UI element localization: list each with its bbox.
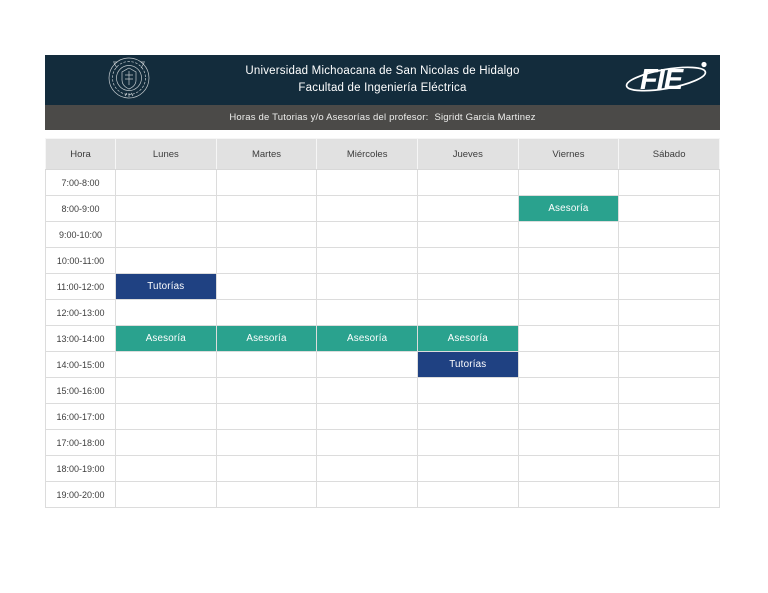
faculty-name: Facultad de Ingeniería Eléctrica [298,82,467,94]
event-block-asesoria: Asesoría [116,326,217,352]
schedule-cell [317,352,418,378]
table-row [46,274,720,300]
column-header-viernes: Viernes [518,139,619,170]
schedule-cell [317,274,418,300]
table-row [46,482,720,508]
university-name: Universidad Michoacana de San Nicolas de Hidalgo [245,65,520,78]
table-row [46,326,720,352]
time-cell: 17:00-18:00 [46,430,116,456]
schedule-cell [417,430,518,456]
svg-text:FIE: FIE [640,63,683,96]
schedule-cell [518,404,619,430]
table-row [46,404,720,430]
header-title [195,63,570,96]
schedule-cell [619,482,720,508]
schedule-cell [417,222,518,248]
schedule-cell [216,196,317,222]
fie-logo-wrap [570,58,720,103]
header-bar [45,55,720,105]
schedule-cell [317,248,418,274]
time-cell: 14:00-15:00 [46,352,116,378]
schedule-cell [619,274,720,300]
column-header-hora: Hora [46,139,116,170]
schedule-cell [518,482,619,508]
event-block-asesoria: Asesoría [518,196,619,222]
subtitle-label: Horas de Tutorias y/o Asesorías del profesor: [229,112,429,123]
schedule-cell [116,300,217,326]
schedule-cell [518,170,619,196]
table-row [46,170,720,196]
table-row [46,222,720,248]
time-cell: 16:00-17:00 [46,404,116,430]
schedule-cell [317,404,418,430]
schedule-table-wrap [45,138,720,508]
schedule-cell [216,274,317,300]
university-seal-wrap [45,55,195,106]
schedule-cell [317,222,418,248]
schedule-cell [417,378,518,404]
schedule-cell [619,456,720,482]
schedule-cell [619,404,720,430]
table-row [46,196,720,222]
event-block-tutorias: Tutorías [116,274,217,300]
table-row [46,378,720,404]
time-cell: 13:00-14:00 [46,326,116,352]
schedule-cell [116,378,217,404]
time-cell: 19:00-20:00 [46,482,116,508]
table-row [46,248,720,274]
schedule-cell [216,170,317,196]
time-cell: 15:00-16:00 [46,378,116,404]
table-row [46,352,720,378]
schedule-cell [417,482,518,508]
event-block-asesoria: Asesoría [417,326,518,352]
schedule-cell [518,326,619,352]
schedule-cell [518,430,619,456]
schedule-cell [619,326,720,352]
schedule-cell [116,430,217,456]
schedule-cell [317,170,418,196]
table-row [46,430,720,456]
schedule-cell [317,196,418,222]
schedule-cell [116,196,217,222]
schedule-body [46,170,720,508]
subtitle-bar [45,105,720,130]
schedule-cell [518,378,619,404]
schedule-cell [417,274,518,300]
schedule-cell [216,352,317,378]
schedule-cell [417,196,518,222]
schedule-cell [317,482,418,508]
schedule-cell [116,482,217,508]
schedule-cell [518,300,619,326]
fie-logo-icon [624,58,712,103]
time-cell: 8:00-9:00 [46,196,116,222]
schedule-cell [216,404,317,430]
schedule-cell [216,248,317,274]
column-header-jueves: Jueves [417,139,518,170]
time-cell: 12:00-13:00 [46,300,116,326]
schedule-cell [417,404,518,430]
schedule-cell [518,352,619,378]
time-cell: 9:00-10:00 [46,222,116,248]
schedule-table [45,138,720,508]
time-cell: 11:00-12:00 [46,274,116,300]
column-header-miércoles: Miércoles [317,139,418,170]
professor-name: Sigridt Garcia Martinez [434,112,536,123]
schedule-cell [619,378,720,404]
schedule-cell [216,456,317,482]
schedule-cell [619,352,720,378]
event-block-tutorias: Tutorías [417,352,518,378]
schedule-cell [216,430,317,456]
schedule-cell [619,196,720,222]
schedule-cell [518,456,619,482]
column-header-sábado: Sábado [619,139,720,170]
schedule-cell [116,170,217,196]
schedule-cell [619,170,720,196]
schedule-cell [619,300,720,326]
schedule-cell [216,222,317,248]
schedule-cell [317,430,418,456]
schedule-cell [216,300,317,326]
schedule-cell [619,222,720,248]
umsnh-seal-icon [101,55,157,106]
schedule-header [46,139,720,170]
schedule-cell [417,170,518,196]
schedule-cell [116,352,217,378]
event-block-asesoria: Asesoría [317,326,418,352]
time-cell: 18:00-19:00 [46,456,116,482]
time-cell: 10:00-11:00 [46,248,116,274]
schedule-cell [518,222,619,248]
schedule-cell [116,222,217,248]
schedule-cell [317,456,418,482]
schedule-cell [216,378,317,404]
schedule-cell [216,482,317,508]
schedule-cell [518,248,619,274]
time-cell: 7:00-8:00 [46,170,116,196]
schedule-cell [116,456,217,482]
schedule-cell [417,456,518,482]
event-block-asesoria: Asesoría [216,326,317,352]
column-header-lunes: Lunes [116,139,217,170]
schedule-cell [116,248,217,274]
schedule-cell [116,404,217,430]
schedule-cell [417,248,518,274]
column-header-martes: Martes [216,139,317,170]
page-container [45,55,720,508]
schedule-cell [317,300,418,326]
schedule-cell [518,274,619,300]
table-row [46,456,720,482]
schedule-cell [619,248,720,274]
schedule-cell [417,300,518,326]
schedule-cell [317,378,418,404]
schedule-cell [619,430,720,456]
table-row [46,300,720,326]
